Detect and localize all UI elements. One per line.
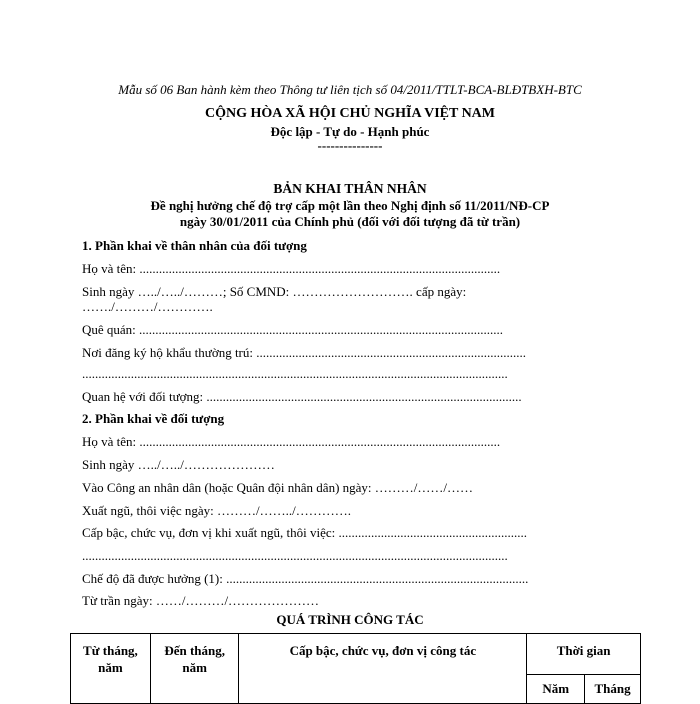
col-to-header: Đến tháng, năm <box>150 634 239 704</box>
subject-full-name-field: Họ và tên: ............................................................................................................... <box>82 434 501 449</box>
date-of-death-field: Từ trần ngày: ……/………/………………… <box>82 593 320 608</box>
col-year-header: Năm <box>527 675 585 704</box>
col-month-header: Tháng <box>585 675 641 704</box>
relative-full-name-field: Họ và tên: ............................................................................................................... <box>82 261 501 276</box>
relationship-field: Quan hệ với đối tượng: ................................................................................................. <box>82 389 522 404</box>
table-header-row <box>71 634 641 675</box>
rank-position-unit-continued: ................................................................................................................................... <box>82 548 508 563</box>
section2-heading: 2. Phần khai về đối tượng <box>82 411 225 426</box>
form-reference: Mẫu số 06 Ban hành kèm theo Thông tư liên tịch số 04/2011/TTLT-BCA-BLĐTBXH-BTC <box>118 82 582 97</box>
relative-birth-id-field: Sinh ngày …../…../………; Số CMND: ………………………. cấp ngày: <box>82 284 467 299</box>
benefits-received-field: Chế độ đã được hưởng (1): ............................................................................................. <box>82 571 529 586</box>
work-history-title: QUÁ TRÌNH CÔNG TÁC <box>276 612 424 627</box>
enlistment-date-field: Vào Công an nhân dân (hoặc Quân đội nhân dân) ngày: ………/……/…… <box>82 480 474 495</box>
document-subtitle-line2: ngày 30/01/2011 của Chính phủ (đối với đối tượng đã từ trần) <box>179 214 521 229</box>
discharge-date-field: Xuất ngũ, thôi việc ngày: ………/……../…………. <box>82 503 352 518</box>
rank-position-unit-field: Cấp bậc, chức vụ, đơn vị khi xuất ngũ, thôi việc: .......................................................... <box>82 525 528 540</box>
document-subtitle-line1: Đề nghị hưởng chế độ trợ cấp một lần theo Nghị định số 11/2011/NĐ-CP <box>150 198 550 213</box>
nation-title: CỘNG HÒA XÃ HỘI CHỦ NGHĨA VIỆT NAM <box>204 106 495 121</box>
work-history-table <box>70 633 641 704</box>
col-position-header: Cấp bậc, chức vụ, đơn vị công tác <box>239 634 527 704</box>
subject-birth-date-field: Sinh ngày …../…../………………… <box>82 457 275 472</box>
national-motto: Độc lập - Tự do - Hạnh phúc <box>270 124 430 139</box>
section1-heading: 1. Phần khai về thân nhân của đối tượng <box>82 238 307 253</box>
col-from-header: Từ tháng, năm <box>71 634 151 704</box>
header-separator: --------------- <box>317 138 383 153</box>
relative-id-issue-date-field: ……./………/…………. <box>82 299 213 314</box>
relative-residence-field: Nơi đăng ký hộ khẩu thường trú: ................................................................................... <box>82 345 526 360</box>
relative-residence-continued: ................................................................................................................................... <box>82 366 508 381</box>
relative-hometown-field: Quê quán: ................................................................................................................ <box>82 322 504 337</box>
document-title: BẢN KHAI THÂN NHÂN <box>273 181 427 196</box>
col-duration-header: Thời gian <box>527 634 641 675</box>
